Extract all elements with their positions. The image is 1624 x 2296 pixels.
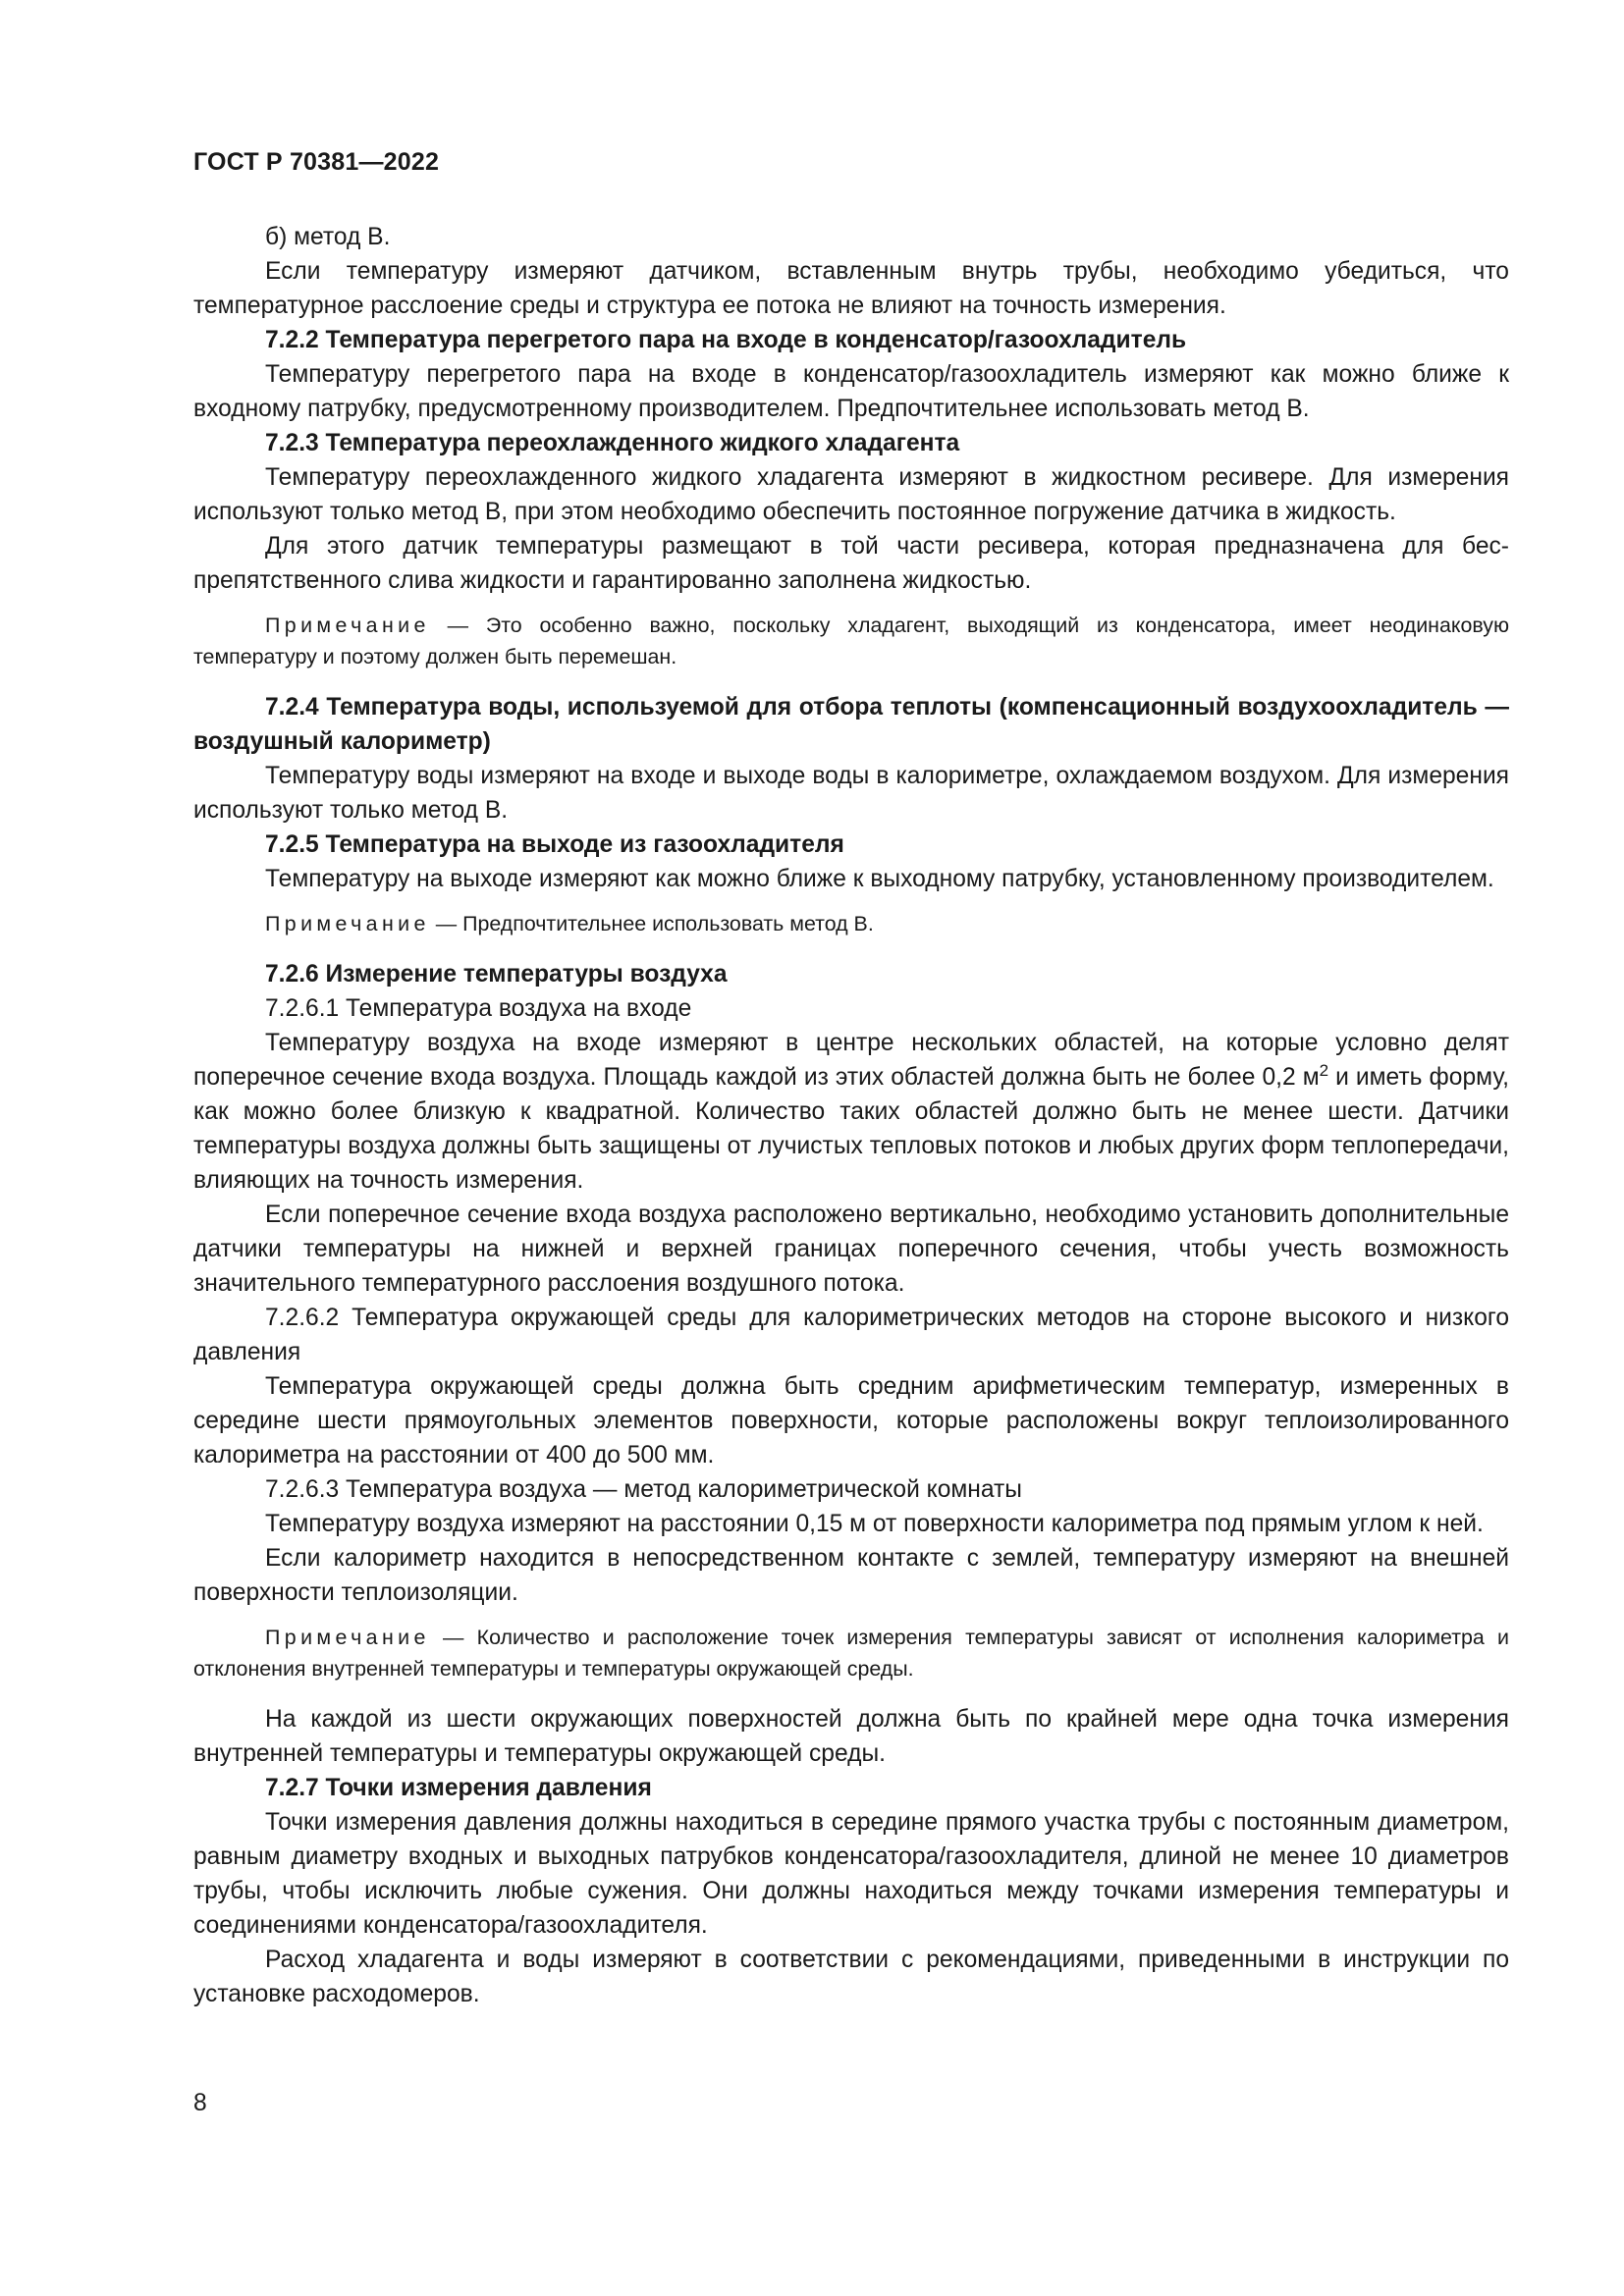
document-page [193, 147, 1509, 2011]
note-label: Примечание [265, 912, 430, 935]
inlet-air-text-a: Температуру воздуха на входе измеряют в центре нескольких областей, на которые условно делят поперечное сечение входа воздуха. Площадь каждой из этих областей должна быть не более 0,2 м [193, 1030, 1509, 1091]
page-number: 8 [193, 2090, 207, 2116]
paragraph-water-temperature: Температуру воды измеряют на входе и выходе воды в калориметре, охлаждаемом воздухом. Для измерения используют только метод В. [193, 763, 1509, 824]
paragraph-inlet-air [193, 1026, 1509, 1198]
section-heading-7-2-6: 7.2.6 Измерение температуры воздуха [265, 961, 728, 988]
paragraph-sensor-placement: Для этого датчик температуры размещают в той части ресивера, которая предназначена для беспрепятственного слива жидкости и гарантированно заполнена жидкостью. [193, 533, 1509, 594]
section-heading-7-2-3: 7.2.3 Температура переохлажденного жидкого хладагента [265, 430, 960, 456]
paragraph-method-b: б) метод В. [265, 224, 391, 250]
subsection-heading-7-2-6-3: 7.2.6.3 Температура воздуха — метод калориметрической комнаты [265, 1476, 1022, 1503]
paragraph-sensor-inside-pipe: Если температуру измеряют датчиком, вставленным внутрь трубы, необходимо убедиться, что температурное расслоение среды и структура ее потока не влияют на точность измерения. [193, 258, 1509, 319]
section-heading-7-2-4: 7.2.4 Температура воды, используемой для отбора теплоты (компенсационный воздухоохладитель — воздушный калориметр) [193, 694, 1509, 755]
note-text: — Количество и расположение точек измерения температуры зависят от исполнения калориметра и отклонения внутренней температуры и температуры окружающей среды. [193, 1626, 1509, 1681]
note-text: — Предпочтительнее использовать метод В. [429, 912, 874, 935]
document-header: ГОСТ Р 70381—2022 [193, 148, 440, 176]
section-heading-7-2-2: 7.2.2 Температура перегретого пара на входе в конденсатор/газоохладитель [265, 327, 1187, 353]
paragraph-pressure-points: Точки измерения давления должны находиться в середине прямого участка трубы с постоянным диаметром, равным диаметру входных и выходных патрубков конденсатора/газоохладителя, длиной не менее 10 диаметров трубы, чтобы исключить любые сужения. Они должны находиться между точками измерения температуры и соединениями конденсатора/газоохладителя. [193, 1809, 1509, 1939]
inlet-air-text-b: и иметь форму, как можно более близкую к квадратной. Количество таких областей должно быть не менее шести. Датчики температуры воздуха должны быть защищены от лучистых тепловых потоков и любых других форм теплопередачи, влияющих на точность измерения. [193, 1064, 1509, 1194]
subsection-heading-7-2-6-2: 7.2.6.2 Температура окружающей среды для калориметрических методов на стороне высокого и низкого давления [193, 1305, 1509, 1365]
paragraph-six-surfaces: На каждой из шести окружающих поверхностей должна быть по крайней мере одна точка измерения внутренней температуры и температуры окружающей среды. [193, 1706, 1509, 1767]
paragraph-superheated-vapour: Температуру перегретого пара на входе в конденсатор/газоохладитель измеряют как можно ближе к входному патрубку, предусмотренному производителем. Предпочтительнее использовать метод В. [193, 361, 1509, 422]
note-mixing [193, 610, 1509, 672]
note-label: Примечание [265, 1626, 430, 1649]
note-method-b [193, 908, 1509, 939]
paragraph-gas-cooler-outlet: Температуру на выходе измеряют как можно ближе к выходному патрубку, установленному производителем. [265, 866, 1494, 892]
paragraph-ambient-temperature: Температура окружающей среды должна быть средним арифметическим температур, измеренных в середине шести прямоугольных элементов поверхности, которые расположены вокруг теплоизолированного калориметра на расстоянии от 400 до 500 мм. [193, 1373, 1509, 1468]
note-measuring-points [193, 1622, 1509, 1684]
paragraph-vertical-section: Если поперечное сечение входа воздуха расположено вертикально, необходимо установить дополнительные датчики температуры на нижней и верхней границах поперечного сечения, чтобы учесть возможность значительного температурного расслоения воздушного потока. [193, 1201, 1509, 1297]
note-text: — Это особенно важно, поскольку хладагент, выходящий из конденсатора, имеет неодинаковую температуру и поэтому должен быть перемешан. [193, 614, 1509, 668]
paragraph-flow-measurement: Расход хладагента и воды измеряют в соответствии с рекомендациями, приведенными в инструкции по установке расходомеров. [193, 1947, 1509, 2007]
section-heading-7-2-5: 7.2.5 Температура на выходе из газоохладителя [265, 831, 844, 858]
paragraph-ground-contact: Если калориметр находится в непосредственном контакте с землей, температуру измеряют на внешней поверхности теплоизоляции. [193, 1545, 1509, 1606]
superscript-square: 2 [1319, 1061, 1329, 1080]
note-label: Примечание [265, 614, 430, 637]
section-heading-7-2-7: 7.2.7 Точки измерения давления [265, 1775, 652, 1801]
paragraph-subcooled-liquid: Температуру переохлажденного жидкого хладагента измеряют в жидкостном ресивере. Для измерения используют только метод В, при этом необходимо обеспечить постоянное погружение датчика в жидкость. [193, 464, 1509, 525]
paragraph-air-measure-distance: Температуру воздуха измеряют на расстоянии 0,15 м от поверхности калориметра под прямым углом к ней. [265, 1511, 1484, 1537]
subsection-heading-7-2-6-1: 7.2.6.1 Температура воздуха на входе [265, 995, 692, 1022]
